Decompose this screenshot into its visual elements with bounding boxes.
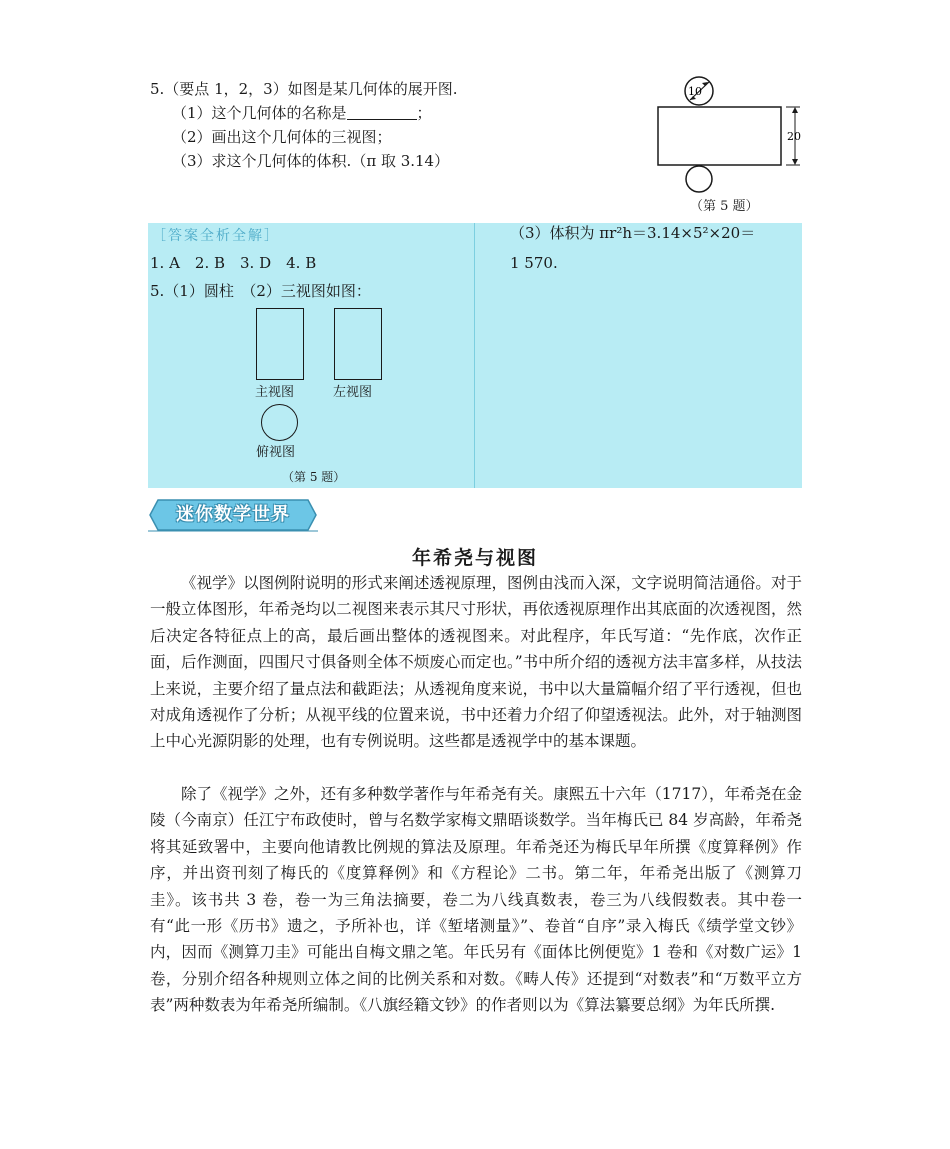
answer-divider [474, 223, 475, 488]
question-part-2: （2）画出这个几何体的三视图； [172, 128, 392, 146]
question-part-1 [172, 102, 432, 124]
cylinder-net-figure [650, 74, 810, 214]
banner-label: 迷你数学世界 [176, 504, 290, 525]
arrow-down-icon [792, 159, 798, 165]
diameter-label: 10 [688, 85, 702, 98]
answer-section-tag: ［答案全析全解］ [152, 228, 280, 244]
question-part-1-end: ； [416, 104, 432, 122]
height-label: 20 [787, 130, 801, 143]
article-paragraph-2: 除了《视学》之外，还有多种数学著作与年希尧有关。康熙五十六年（1717），年希尧在金陵（今南京）任江宁布政使时，曾与名数学家梅文鼎晤谈数学。当年梅氏已 84 岁高龄，年希尧将其延致署中，主要向他请教比例规的算法及原理。年希尧还为梅氏早年所撰《度算释例》作序，并出资刊刻了梅氏的《度算释例》和《方程论》二书。第二年，年希尧出版了《测算刀圭》。该书共 3 卷，卷一为三角法摘要，卷二为八线真数表，卷三为八线假数表。其中卷一有“此一形《历书》遗之，予所补也，详《堑堵测量》”、卷首“自序”录入梅氏《绩学堂文钞》内，因而《测算刀圭》可能出自梅文鼎之笔。年氏另有《面体比例便览》1 卷和《对数广运》1 卷，分别介绍各种规则立体之间的比例关系和对数。《畴人传》还提到“对数表”和“万数平立方表”两种数表为年希尧所编制。《八旗经籍文钞》的作者则以为《算法纂要总纲》为年氏所撰. [150, 785, 802, 1015]
front-view-label: 主视图 [255, 385, 295, 400]
mini-math-world-banner [148, 498, 318, 532]
volume-line-2: 1 570. [510, 254, 558, 272]
top-view-circle [261, 404, 298, 441]
front-view-rect [256, 308, 304, 380]
answer-blank [347, 103, 417, 120]
top-view-label: 俯视图 [256, 445, 296, 460]
question-part-1-text: （1）这个几何体的名称是 [172, 104, 347, 122]
left-view-rect [334, 308, 382, 380]
article-paragraph-1: 《视学》以图例附说明的形式来阐述透视原理，图例由浅而入深，文字说明简洁通俗。对于一般立体图形，年希尧均以二视图来表示其尺寸形状，再依透视原理作出其底面的次透视图，然后决定各特征点上的高，最后画出整体的透视图来。对此程序，年氏写道：“先作底，次作正面，后作测面，四围尺寸俱备则全体不烦废心而定也。”书中所介绍的透视方法丰富多样，从技法上来说，主要介绍了量点法和截距法；从透视角度来说，书中以大量篇幅介绍了平行透视，但也对成角透视作了分析；从视平线的位置来说，书中还着力介绍了仰望透视法。此外，对于轴测图上中心光源阴影的处理，也有专例说明。这些都是透视学中的基本课题。 [150, 574, 802, 751]
arrow-up-icon [792, 107, 798, 113]
question-title: 5.（要点 1，2，3）如图是某几何体的展开图. [150, 80, 458, 98]
figure-caption: （第 5 题） [690, 199, 759, 214]
bottom-circle [686, 166, 712, 192]
left-view-label: 左视图 [333, 385, 373, 400]
volume-line-1: （3）体积为 πr²h＝3.14×5²×20＝ [510, 224, 756, 242]
answer-figure-caption: （第 5 题） [282, 470, 346, 484]
answer-line-1: 1. A 2. B 3. D 4. B [150, 254, 317, 272]
answer-line-2: 5.（1）圆柱 （2）三视图如图： [150, 282, 371, 300]
lateral-rectangle [658, 107, 781, 165]
article-title: 年希尧与视图 [411, 547, 538, 569]
question-part-3: （3）求这个几何体的体积.（π 取 3.14） [172, 152, 450, 170]
